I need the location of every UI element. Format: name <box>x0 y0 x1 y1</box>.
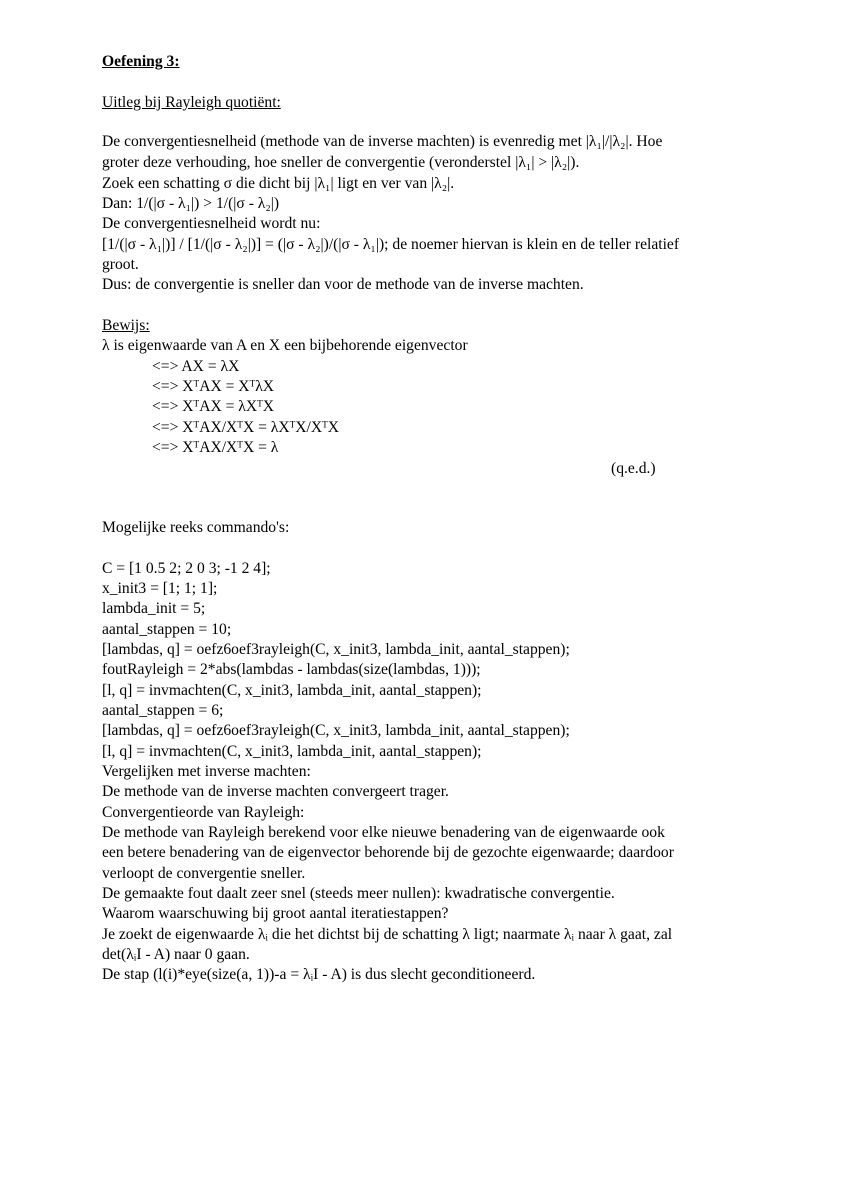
command-line: Vergelijken met inverse machten: <box>102 763 311 780</box>
command-line: foutRayleigh = 2*abs(lambdas - lambdas(size(lambdas, 1))); <box>102 661 481 678</box>
command-line: aantal_stappen = 10; <box>102 621 232 638</box>
command-line: Je zoekt de eigenwaarde λᵢ die het dichtst bij de schatting λ ligt; naarmate λᵢ naar λ gaat, zal <box>102 926 673 943</box>
explanation-line: groter deze verhouding, hoe sneller de convergentie (veronderstel |λ₁| > |λ₂|). <box>102 154 580 171</box>
explanation-line: Dus: de convergentie is sneller dan voor de methode van de inverse machten. <box>102 276 584 293</box>
command-line: De stap (l(i)*eye(size(a, 1))-a = λᵢI - A) is dus slecht geconditioneerd. <box>102 966 536 983</box>
command-line: [l, q] = invmachten(C, x_init3, lambda_init, aantal_stappen); <box>102 682 482 699</box>
explanation-line: groot. <box>102 256 139 273</box>
qed-label: (q.e.d.) <box>611 460 656 477</box>
command-line: een betere benadering van de eigenvector behorende bij de gezochte eigenwaarde; daardoor <box>102 844 674 861</box>
command-line: verloopt de convergentie sneller. <box>102 865 306 882</box>
command-line: lambda_init = 5; <box>102 600 206 617</box>
command-line: aantal_stappen = 6; <box>102 702 224 719</box>
proof-step: <=> XᵀAX = XᵀλX <box>152 378 275 395</box>
command-line: [lambdas, q] = oefz6oef3rayleigh(C, x_init3, lambda_init, aantal_stappen); <box>102 722 570 739</box>
command-line: [l, q] = invmachten(C, x_init3, lambda_init, aantal_stappen); <box>102 743 482 760</box>
proof-step: <=> XᵀAX/XᵀX = λ <box>152 439 279 456</box>
proof-heading: Bewijs: <box>102 317 150 334</box>
explanation-line: De convergentiesnelheid (methode van de inverse machten) is evenredig met |λ₁|/|λ₂|. Hoe <box>102 133 663 150</box>
proof-intro: λ is eigenwaarde van A en X een bijbehorende eigenvector <box>102 337 468 354</box>
command-line: De methode van Rayleigh berekend voor elke nieuwe benadering van de eigenwaarde ook <box>102 824 665 841</box>
command-line: det(λᵢI - A) naar 0 gaan. <box>102 946 250 963</box>
explanation-line: [1/(|σ - λ₁|)] / [1/(|σ - λ₂|)] = (|σ - λ₂|)/(|σ - λ₁|); de noemer hiervan is klein en de teller relatief <box>102 236 680 253</box>
commands-heading: Mogelijke reeks commando's: <box>102 519 290 536</box>
command-line: Convergentieorde van Rayleigh: <box>102 804 305 821</box>
command-line: x_init3 = [1; 1; 1]; <box>102 580 218 597</box>
proof-step: <=> XᵀAX/XᵀX = λXᵀX/XᵀX <box>152 419 340 436</box>
explanation-line: Dan: 1/(|σ - λ₁|) > 1/(|σ - λ₂|) <box>102 195 280 212</box>
command-line: De gemaakte fout daalt zeer snel (steeds meer nullen): kwadratische convergentie. <box>102 885 615 902</box>
command-line: Waarom waarschuwing bij groot aantal iteratiestappen? <box>102 905 449 922</box>
proof-step: <=> AX = λX <box>152 358 240 375</box>
command-line: De methode van de inverse machten convergeert trager. <box>102 783 449 800</box>
exercise-title: Oefening 3: <box>102 53 180 70</box>
explanation-line: De convergentiesnelheid wordt nu: <box>102 215 321 232</box>
section-heading: Uitleg bij Rayleigh quotiënt: <box>102 94 281 111</box>
proof-step: <=> XᵀAX = λXᵀX <box>152 398 275 415</box>
command-line: [lambdas, q] = oefz6oef3rayleigh(C, x_init3, lambda_init, aantal_stappen); <box>102 641 570 658</box>
command-line: C = [1 0.5 2; 2 0 3; -1 2 4]; <box>102 560 271 577</box>
explanation-line: Zoek een schatting σ die dicht bij |λ₁| ligt en ver van |λ₂|. <box>102 175 455 192</box>
